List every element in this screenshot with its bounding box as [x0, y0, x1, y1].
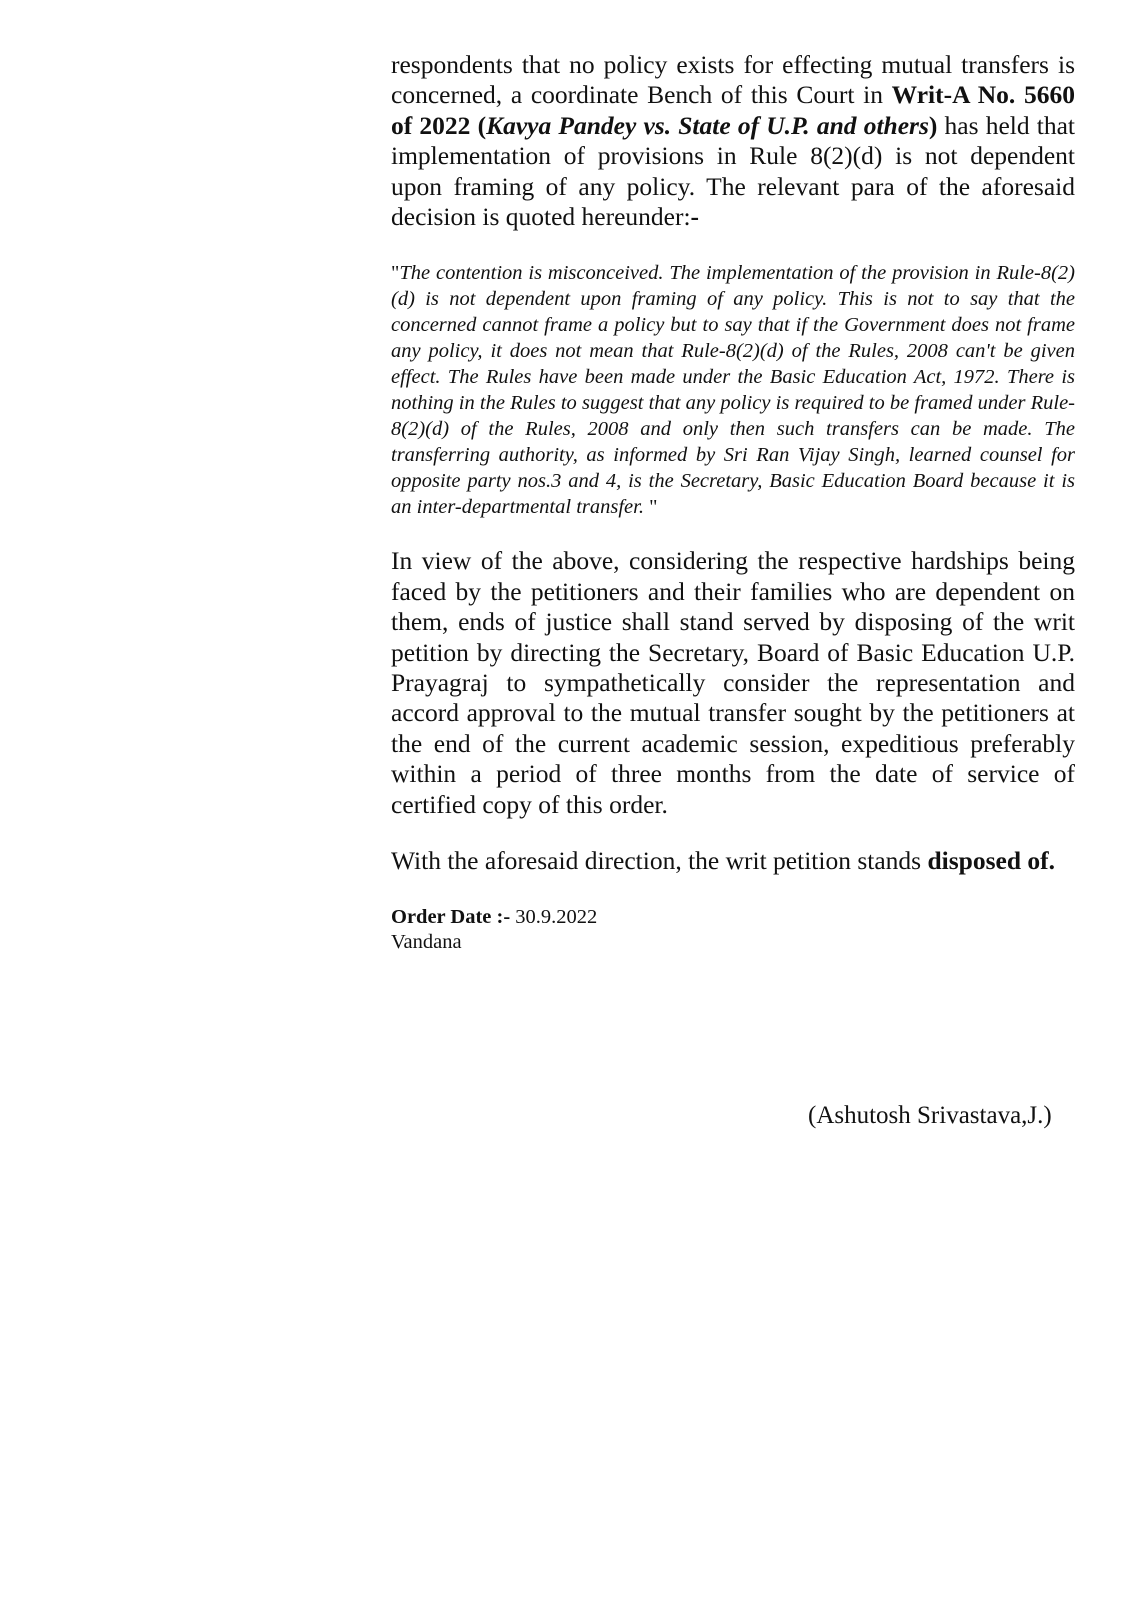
- order-date-line: [391, 905, 1075, 930]
- order-date-label: Order Date :-: [391, 905, 511, 928]
- order-info: [391, 905, 1075, 955]
- judge-signature: (Ashutosh Srivastava,J.): [808, 1102, 1052, 1129]
- paragraph-disposal: [391, 846, 1075, 876]
- quoted-decision: [391, 260, 1075, 520]
- disposed-of-text: disposed of.: [927, 846, 1056, 876]
- paragraph-text: respondents that no policy exists for effecting mutual transfers is concerned, a coordinate Bench of this Court in: [391, 50, 1075, 110]
- stenographer-initials: Vandana: [391, 930, 462, 953]
- paragraph-policy-context: [391, 50, 1075, 232]
- quote-close-mark: ": [643, 496, 658, 519]
- quote-text: The contention is misconceived. The implementation of the provision in Rule-8(2)(d) is not dependent upon framing of any policy. This is not to say that the concerned cannot frame a policy but to say that if the Government does not frame any policy, it does not mean that Rule-8(2)(d) of the Rules, 2008 can't be given effect. The Rules have been made under the Basic Education Act, 1972. There is nothing in the Rules to suggest that any policy is required to be framed under Rule-8(2)(d) of the Rules, 2008 and only then such transfers can be made. The transferring authority, as informed by Sri Ran Vijay Singh, learned counsel for opposite party nos.3 and 4, is the Secretary, Basic Education Board because it is an inter-departmental transfer.: [391, 262, 1075, 519]
- paragraph-text: has held that implementation of provisions in Rule 8(2)(d) is not dependent upon framing of any policy. The relevant para of the aforesaid decision is quoted hereunder:: [391, 110, 1076, 232]
- case-citation-close: ): [928, 110, 938, 140]
- case-title: Kavya Pandey vs. State of U.P. and others: [486, 110, 929, 140]
- case-citation: Writ-A No. 5660 of 2022 (: [391, 80, 1075, 140]
- text-column: [391, 50, 1075, 955]
- order-date-value: 30.9.2022: [510, 905, 598, 928]
- quote-open-mark: ": [391, 262, 400, 285]
- paragraph-dash: -: [690, 202, 700, 232]
- paragraph-text: With the aforesaid direction, the writ petition stands: [391, 846, 928, 876]
- paragraph-direction: In view of the above, considering the respective hardships being faced by the petitioners and their families who are dependent on them, ends of justice shall stand served by disposing of the writ petition by directing the Secretary, Board of Basic Education U.P. Prayagraj to sympathetically consider the representation and accord approval to the mutual transfer sought by the petitioners at the end of the current academic session, expeditious preferably within a period of three months from the date of service of certified copy of this order.: [391, 546, 1075, 819]
